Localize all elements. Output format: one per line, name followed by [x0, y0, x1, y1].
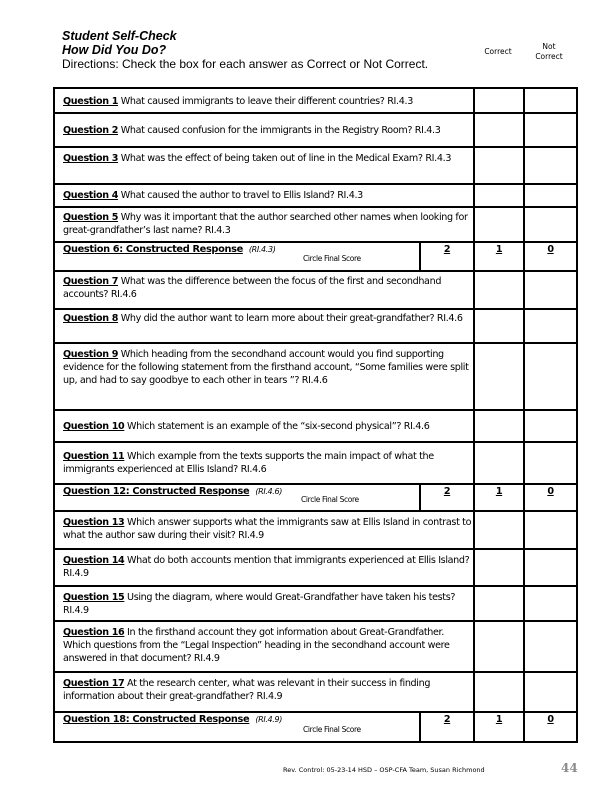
page-title: Student Self-Check	[62, 29, 177, 43]
correct-checkbox[interactable]	[474, 672, 524, 712]
score-option-0[interactable]: 0	[524, 484, 577, 511]
page-header	[62, 29, 428, 71]
question-row	[54, 586, 577, 621]
question-row	[54, 147, 577, 184]
not-correct-checkbox[interactable]	[524, 207, 577, 242]
constructed-response-row	[54, 712, 577, 742]
constructed-response-row	[54, 484, 577, 511]
question-row	[54, 442, 577, 484]
correct-checkbox[interactable]	[474, 207, 524, 242]
not-correct-checkbox[interactable]	[524, 511, 577, 549]
correct-checkbox[interactable]	[474, 88, 524, 113]
not-correct-checkbox[interactable]	[524, 621, 577, 672]
not-correct-checkbox[interactable]	[524, 88, 577, 113]
correct-checkbox[interactable]	[474, 410, 524, 442]
question-row	[54, 88, 577, 113]
not-correct-checkbox[interactable]	[524, 309, 577, 343]
score-option-2[interactable]: 2	[420, 484, 474, 511]
page-number: 44	[561, 761, 578, 775]
question-row	[54, 672, 577, 712]
question-row	[54, 549, 577, 586]
rev-control-footer: Rev. Control: 05-23-14 HSD – OSP-CFA Team, Susan Richmond	[283, 766, 485, 774]
correct-checkbox[interactable]	[474, 113, 524, 147]
score-option-0[interactable]: 0	[524, 712, 577, 742]
question-row	[54, 309, 577, 343]
correct-checkbox[interactable]	[474, 511, 524, 549]
column-header-correct: Correct	[484, 47, 512, 56]
not-correct-checkbox[interactable]	[524, 586, 577, 621]
not-correct-checkbox[interactable]	[524, 549, 577, 586]
question-cell: Question 9 Which heading from the secondhand account would you find supporting evidence for the following statement from the firsthand account, “Some families were split up, and had to say goodbye to each other in tears ”? RI.4.6	[54, 343, 474, 410]
question-row	[54, 621, 577, 672]
constructed-response-row	[54, 242, 577, 271]
question-cell: Question 11 Which example from the texts supports the main impact of what the immigrants experienced at Ellis Island? RI.4.6	[54, 442, 474, 484]
score-option-0[interactable]: 0	[524, 242, 577, 271]
not-correct-checkbox[interactable]	[524, 271, 577, 309]
correct-checkbox[interactable]	[474, 184, 524, 207]
page-subtitle: How Did You Do?	[62, 43, 167, 57]
correct-checkbox[interactable]	[474, 271, 524, 309]
not-correct-checkbox[interactable]	[524, 113, 577, 147]
question-row	[54, 207, 577, 242]
question-cell: Question 17 At the research center, what was relevant in their success in finding information about their great-grandfather? RI.4.9	[54, 672, 474, 712]
question-cell: Question 15 Using the diagram, where would Great-Grandfather have taken his tests? RI.4.9	[54, 586, 474, 621]
score-option-2[interactable]: 2	[420, 242, 474, 271]
question-cell: Question 2 What caused confusion for the immigrants in the Registry Room? RI.4.3	[54, 113, 474, 147]
constructed-response-cell: Question 18: Constructed Response (RI.4.9) Circle Final Score	[54, 712, 420, 742]
question-cell: Question 14 What do both accounts mention that immigrants experienced at Ellis Island? RI.4.9	[54, 549, 474, 586]
correct-checkbox[interactable]	[474, 147, 524, 184]
not-correct-checkbox[interactable]	[524, 343, 577, 410]
question-cell: Question 5 Why was it important that the author searched other names when looking for great-grandfather’s last name? RI.4.3	[54, 207, 474, 242]
correct-checkbox[interactable]	[474, 442, 524, 484]
question-cell: Question 4 What caused the author to travel to Ellis Island? RI.4.3	[54, 184, 474, 207]
directions-text: Directions: Check the box for each answer as Correct or Not Correct.	[62, 57, 429, 71]
score-option-1[interactable]: 1	[474, 712, 524, 742]
not-correct-checkbox[interactable]	[524, 410, 577, 442]
question-cell: Question 8 Why did the author want to learn more about their great-grandfather? RI.4.6	[54, 309, 474, 343]
not-correct-checkbox[interactable]	[524, 147, 577, 184]
question-cell: Question 7 What was the difference between the focus of the first and secondhand accounts? RI.4.6	[54, 271, 474, 309]
column-header-not-correct: Not Correct	[535, 42, 563, 61]
not-correct-checkbox[interactable]	[524, 672, 577, 712]
correct-checkbox[interactable]	[474, 586, 524, 621]
question-cell: Question 1 What caused immigrants to leave their different countries? RI.4.3	[54, 88, 474, 113]
correct-checkbox[interactable]	[474, 343, 524, 410]
correct-checkbox[interactable]	[474, 621, 524, 672]
question-cell: Question 13 Which answer supports what the immigrants saw at Ellis Island in contrast to what the author saw during their visit? RI.4.9	[54, 511, 474, 549]
question-row	[54, 343, 577, 410]
question-row	[54, 511, 577, 549]
score-option-1[interactable]: 1	[474, 242, 524, 271]
not-correct-checkbox[interactable]	[524, 184, 577, 207]
score-option-1[interactable]: 1	[474, 484, 524, 511]
question-cell: Question 3 What was the effect of being taken out of line in the Medical Exam? RI.4.3	[54, 147, 474, 184]
self-check-table	[53, 87, 578, 743]
question-row	[54, 271, 577, 309]
question-row	[54, 184, 577, 207]
question-row	[54, 113, 577, 147]
correct-checkbox[interactable]	[474, 309, 524, 343]
score-option-2[interactable]: 2	[420, 712, 474, 742]
question-row	[54, 410, 577, 442]
question-cell: Question 10 Which statement is an example of the “six-second physical”? RI.4.6	[54, 410, 474, 442]
constructed-response-cell: Question 12: Constructed Response (RI.4.6) Circle Final Score	[54, 484, 420, 511]
not-correct-checkbox[interactable]	[524, 442, 577, 484]
question-cell: Question 16 In the firsthand account they got information about Great-Grandfather. Which questions from the “Legal Inspection” heading in the secondhand account were answered in that document? RI.4.9	[54, 621, 474, 672]
correct-checkbox[interactable]	[474, 549, 524, 586]
constructed-response-cell: Question 6: Constructed Response (RI.4.3) Circle Final Score	[54, 242, 420, 271]
